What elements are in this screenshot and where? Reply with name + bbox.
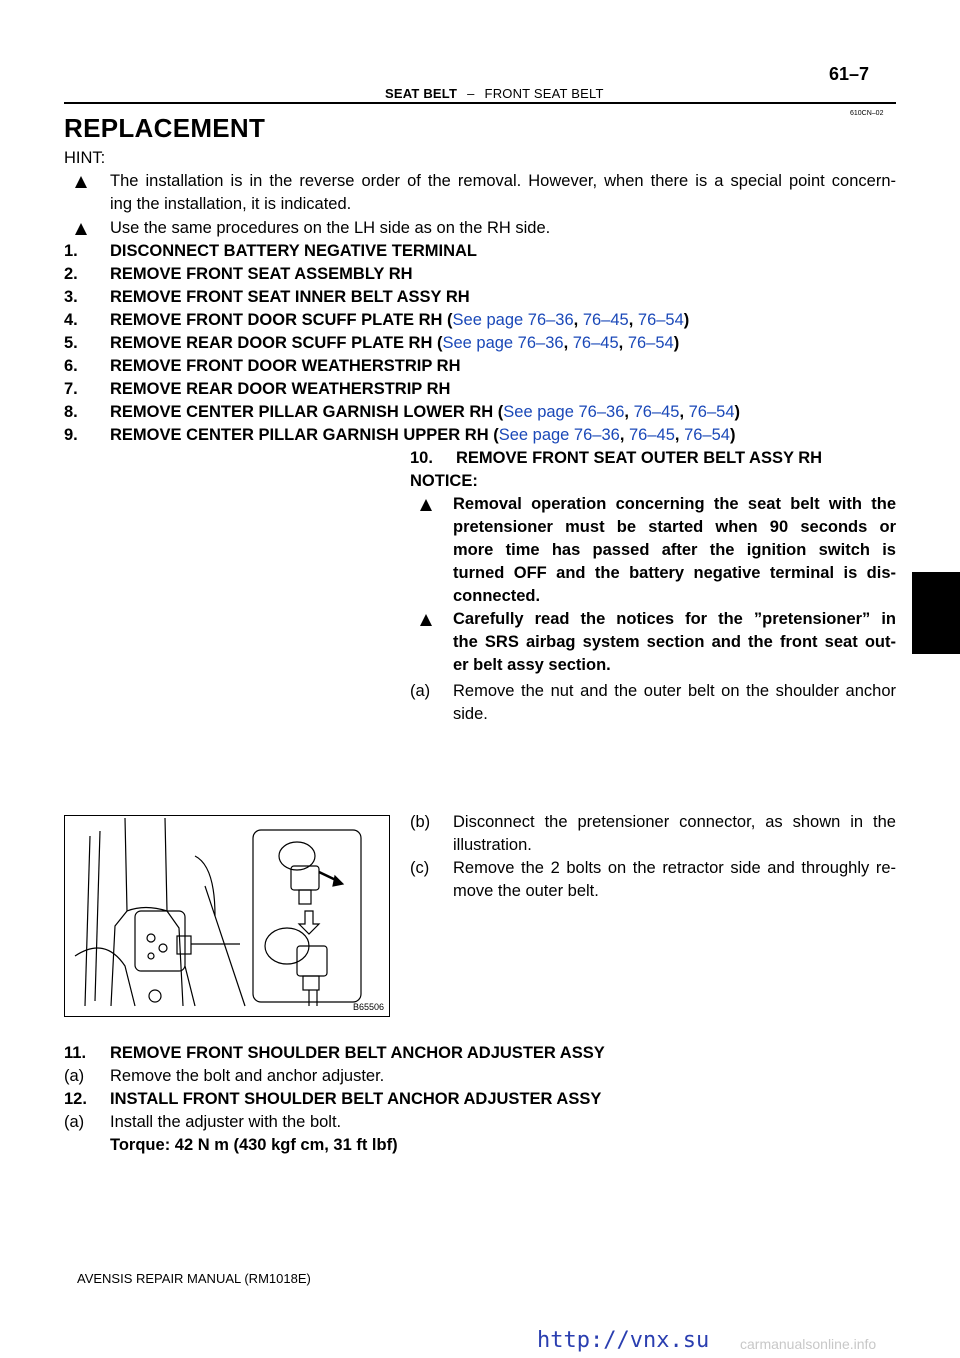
header-rule [64,102,896,104]
footer: AVENSIS REPAIR MANUAL (RM1018E) [77,1271,311,1286]
step-10: 10. REMOVE FRONT SEAT OUTER BELT ASSY RH [410,449,823,467]
step-item: 4. REMOVE FRONT DOOR SCUFF PLATE RH (See page 76–36, 76–45, 76–54) [64,311,690,329]
page-link[interactable]: 76–54 [627,334,674,352]
substep-label: (b) [410,813,431,831]
running-header [385,86,604,101]
substep-b: Disconnect the pretensioner connector, as shown in the illustration. [453,813,896,854]
torque-spec: Torque: 42 N m (430 kgf cm, 31 ft lbf) [110,1136,398,1154]
section-tab [912,572,960,654]
page-link[interactable]: 76–54 [688,403,735,421]
page-link[interactable]: See page 76–36 [442,334,564,352]
page-link[interactable]: 76–54 [637,311,684,329]
step-item: 6. REMOVE FRONT DOOR WEATHERSTRIP RH [64,357,461,375]
page-title: REPLACEMENT [64,113,266,143]
substep-label: (a) [410,682,431,700]
figure-label: B65506 [352,1002,384,1012]
hint-label: HINT: [64,149,106,167]
step-item: 9. REMOVE CENTER PILLAR GARNISH UPPER RH (See page 76–36, 76–45, 76–54) [64,426,736,444]
subsection-title: FRONT SEAT BELT [484,86,604,101]
page-link[interactable]: 76–54 [684,426,730,444]
step-item: 3. REMOVE FRONT SEAT INNER BELT ASSY RH [64,288,470,306]
step-item: 5. REMOVE REAR DOOR SCUFF PLATE RH (See page 76–36, 76–45, 76–54) [64,334,680,352]
header-separator: – [467,86,475,101]
page-link[interactable]: 76–45 [633,403,680,421]
page-link[interactable]: 76–45 [582,311,629,329]
document-id: 610CN–02 [850,110,884,117]
step-item: 8. REMOVE CENTER PILLAR GARNISH LOWER RH (See page 76–36, 76–45, 76–54) [64,403,741,421]
section-title: SEAT BELT [385,86,458,101]
hint-bullet-1-line2: ing the installation, it is indicated. [110,195,352,213]
bullet-icon [420,498,432,516]
page-link[interactable]: 76–45 [572,334,619,352]
page-link[interactable]: See page 76–36 [452,311,574,329]
step-12: 12. INSTALL FRONT SHOULDER BELT ANCHOR ADJUSTER ASSY [64,1090,602,1108]
step-item: 2. REMOVE FRONT SEAT ASSEMBLY RH [64,265,413,283]
bullet-icon [420,613,432,631]
step-item: 7. REMOVE REAR DOOR WEATHERSTRIP RH [64,380,451,398]
substep-label: (c) [410,859,430,877]
page-link[interactable]: See page 76–36 [503,403,625,421]
illustration [64,815,390,1017]
step-item: 1. DISCONNECT BATTERY NEGATIVE TERMINAL [64,242,477,260]
bullet-icon [75,175,87,193]
page-number: 61–7 [829,64,870,84]
substep-c: Remove the 2 bolts on the retractor side and throughly re- move the outer belt. [453,859,896,900]
step-11: 11. REMOVE FRONT SHOULDER BELT ANCHOR ADJUSTER ASSY [64,1044,605,1062]
page-link[interactable]: See page 76–36 [498,426,620,444]
step-11-substep: (a) Remove the bolt and anchor adjuster. [64,1067,385,1085]
watermark-link[interactable]: http://vnx.su [537,1328,710,1353]
notice-1: Removal operation concerning the seat belt with the pretensioner must be started when 90 seconds or more time has passed after the ignition switch is turned OFF and the battery negative terminal is dis- connected. [453,495,896,605]
hint-bullet-2: Use the same procedures on the LH side as on the RH side. [110,219,551,237]
hint-bullet-1-line1: The installation is in the reverse order of the removal. However, when there is a special point concern- [110,172,896,190]
watermark-text: carmanualsonline.info [740,1336,877,1352]
bullet-icon [75,222,87,240]
substep-a: Remove the nut and the outer belt on the shoulder anchor side. [453,682,896,723]
page-link[interactable]: 76–45 [629,426,675,444]
step-12-substep: (a) Install the adjuster with the bolt. [64,1113,342,1131]
illustration-drawing [65,816,389,1016]
notice-2: Carefully read the notices for the ”pretensioner” in the SRS airbag system section and the front seat out- er belt assy section. [453,610,896,674]
notice-label: NOTICE: [410,472,478,490]
